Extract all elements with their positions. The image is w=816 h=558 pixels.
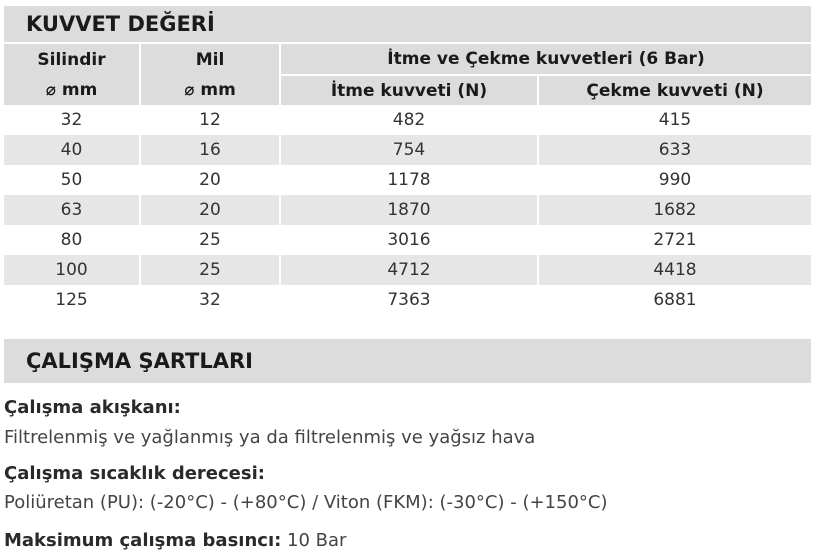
table-row (4, 135, 811, 165)
cell-rod: 12 (140, 105, 280, 135)
pressure-value: 10 Bar (287, 530, 347, 551)
table-row (4, 225, 811, 255)
cell-pull-force: 990 (538, 165, 811, 195)
cell-cylinder: 40 (4, 135, 140, 165)
cell-push-force: 1870 (280, 195, 538, 225)
cell-pull-force: 6881 (538, 285, 811, 315)
cell-cylinder: 63 (4, 195, 140, 225)
cell-rod: 32 (140, 285, 280, 315)
table-row (4, 255, 811, 285)
header-rod: Mil (140, 44, 280, 75)
table-row (4, 285, 811, 315)
fluid-value-line (4, 427, 535, 448)
pressure-line (4, 530, 346, 551)
temperature-value: Poliüretan (PU): (-20°C) - (+80°C) / Viton (FKM): (-30°C) - (+150°C) (4, 492, 608, 513)
header-pull-force: Çekme kuvveti (N) (538, 75, 811, 105)
cell-pull-force: 1682 (538, 195, 811, 225)
conditions-section-title-text: ÇALIŞMA ŞARTLARI (26, 349, 253, 373)
force-table-body (4, 105, 811, 315)
pressure-label: Maksimum çalışma basıncı: (4, 530, 282, 551)
header-force-group: İtme ve Çekme kuvvetleri (6 Bar) (280, 44, 811, 75)
cell-cylinder: 32 (60, 110, 83, 130)
cell-push-force: 754 (280, 135, 538, 165)
temperature-label-line (4, 463, 265, 484)
cell-cylinder: 125 (55, 290, 88, 310)
cell-rod: 20 (140, 165, 280, 195)
cell-rod: 25 (140, 255, 280, 285)
cell-pull-force: 4418 (538, 255, 811, 285)
temperature-label: Çalışma sıcaklık derecesi: (4, 463, 265, 484)
header-rod-unit: ⌀ mm (140, 75, 280, 105)
table-row (4, 165, 811, 195)
cell-push-force: 4712 (280, 255, 538, 285)
fluid-label-line (4, 397, 181, 418)
table-row (4, 105, 811, 135)
cell-pull-force: 633 (538, 135, 811, 165)
cell-push-force: 1178 (280, 165, 538, 195)
cell-rod: 25 (140, 225, 280, 255)
cell-push-force: 3016 (280, 225, 538, 255)
cell-rod: 20 (140, 195, 280, 225)
cell-rod: 16 (140, 135, 280, 165)
cell-cylinder: 100 (4, 255, 140, 285)
force-section-title-text: KUVVET DEĞERİ (26, 12, 215, 36)
force-table-header (4, 44, 811, 105)
cell-pull-force: 2721 (538, 225, 811, 255)
cell-cylinder: 50 (60, 170, 83, 190)
cell-push-force: 482 (280, 105, 538, 135)
fluid-label: Çalışma akışkanı: (4, 397, 181, 418)
cell-push-force: 7363 (280, 285, 538, 315)
header-cylinder: Silindir (4, 44, 140, 75)
cell-pull-force: 415 (538, 105, 811, 135)
temperature-value-line (4, 492, 608, 513)
conditions-section-title (4, 339, 811, 383)
cell-cylinder: 80 (60, 230, 83, 250)
force-table (4, 44, 811, 315)
header-push-force: İtme kuvveti (N) (280, 75, 538, 105)
table-row (4, 195, 811, 225)
fluid-value: Filtrelenmiş ve yağlanmış ya da filtrelenmiş ve yağsız hava (4, 427, 536, 448)
force-section-title (4, 6, 811, 42)
header-cylinder-unit: ⌀ mm (4, 75, 140, 105)
